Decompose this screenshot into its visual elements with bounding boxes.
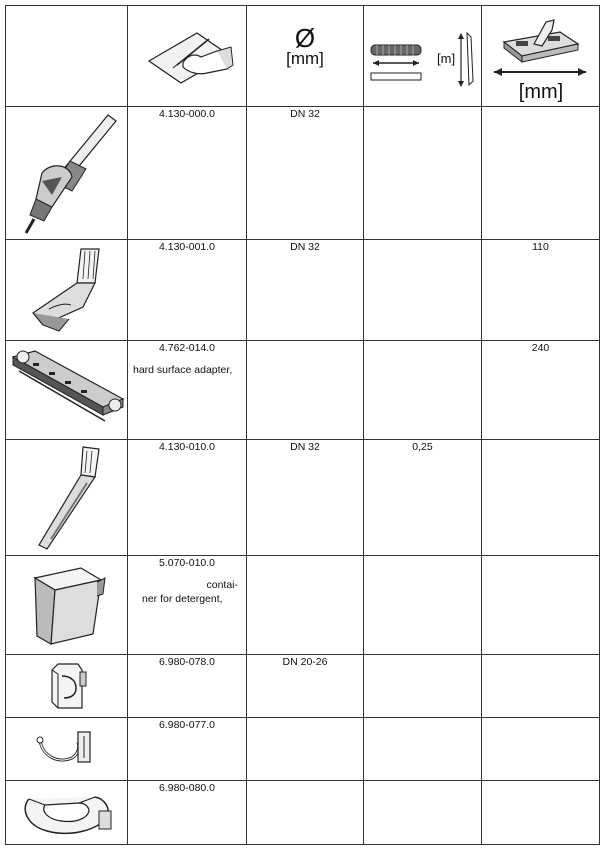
length-cell bbox=[364, 341, 482, 440]
diameter-unit: [mm] bbox=[286, 49, 324, 68]
upholstery-nozzle-icon bbox=[19, 243, 115, 337]
order-number: 4.130-001.0 bbox=[158, 241, 216, 253]
hose-length-icon bbox=[367, 21, 479, 91]
spray-extraction-handle-icon bbox=[12, 111, 122, 236]
description-line-2: ner for detergent, bbox=[142, 593, 223, 605]
width-cell bbox=[482, 440, 600, 556]
width-value: 240 bbox=[531, 342, 550, 354]
order-number-cell bbox=[128, 440, 247, 556]
table-row bbox=[6, 107, 600, 240]
order-number-cell bbox=[128, 655, 247, 718]
image-cell bbox=[6, 107, 128, 240]
order-number-cell bbox=[128, 718, 247, 781]
order-number: 4.130-010.0 bbox=[158, 441, 216, 453]
width-value: 110 bbox=[532, 241, 549, 253]
diameter-symbol: Ø bbox=[294, 23, 316, 53]
length-value: 0,25 bbox=[412, 441, 433, 453]
length-cell bbox=[364, 440, 482, 556]
order-number-cell bbox=[128, 781, 247, 845]
order-number: 4.130-000.0 bbox=[158, 108, 216, 120]
diameter-value: DN 32 bbox=[290, 441, 320, 453]
order-number-cell bbox=[128, 107, 247, 240]
length-cell bbox=[364, 718, 482, 781]
width-cell bbox=[482, 718, 600, 781]
diameter-cell bbox=[247, 781, 364, 845]
width-cell bbox=[482, 781, 600, 845]
width-cell bbox=[482, 655, 600, 718]
order-number-cell bbox=[128, 341, 247, 440]
diameter-value: DN 20-26 bbox=[282, 656, 328, 668]
crevice-nozzle-icon bbox=[27, 443, 107, 553]
length-unit: [m] bbox=[436, 51, 455, 66]
table-row bbox=[6, 718, 600, 781]
table-row bbox=[6, 655, 600, 718]
diameter-cell bbox=[247, 240, 364, 341]
width-cell bbox=[482, 107, 600, 240]
header-order-number-cell bbox=[128, 6, 247, 107]
length-cell bbox=[364, 655, 482, 718]
description-line-1: contai- bbox=[206, 579, 238, 591]
diameter-cell bbox=[247, 718, 364, 781]
header-empty-cell bbox=[6, 6, 128, 107]
nozzle-width-icon bbox=[486, 8, 596, 104]
detergent-container-icon bbox=[27, 560, 107, 650]
header-length-cell bbox=[364, 6, 482, 107]
width-cell bbox=[482, 341, 600, 440]
small-holder-icon bbox=[32, 724, 102, 774]
image-cell bbox=[6, 718, 128, 781]
table-row bbox=[6, 440, 600, 556]
order-number-cell bbox=[128, 240, 247, 341]
image-cell bbox=[6, 781, 128, 845]
order-number: 4.762-014.0 bbox=[158, 342, 216, 354]
diameter-cell bbox=[247, 556, 364, 655]
diameter-cell bbox=[247, 341, 364, 440]
table-row bbox=[6, 556, 600, 655]
order-number: 6.980-078.0 bbox=[158, 656, 216, 668]
width-unit: [mm] bbox=[518, 81, 563, 103]
table-row bbox=[6, 240, 600, 341]
diameter-value: DN 32 bbox=[290, 108, 320, 120]
diameter-cell bbox=[247, 440, 364, 556]
order-number: 6.980-077.0 bbox=[158, 719, 216, 731]
order-number-cell bbox=[128, 556, 247, 655]
hose-clip-icon bbox=[42, 658, 92, 714]
floor-nozzle-icon bbox=[9, 347, 125, 433]
accessories-table bbox=[5, 5, 600, 845]
width-cell bbox=[482, 556, 600, 655]
table-row bbox=[6, 781, 600, 845]
order-number: 5.070-010.0 bbox=[158, 557, 216, 569]
description bbox=[128, 570, 246, 606]
header-width-cell bbox=[482, 6, 600, 107]
image-cell bbox=[6, 655, 128, 718]
image-cell bbox=[6, 341, 128, 440]
diameter-cell bbox=[247, 655, 364, 718]
diameter-cell bbox=[247, 107, 364, 240]
header-row bbox=[6, 6, 600, 107]
length-cell bbox=[364, 240, 482, 341]
image-cell bbox=[6, 440, 128, 556]
image-cell bbox=[6, 556, 128, 655]
length-cell bbox=[364, 556, 482, 655]
large-holder-icon bbox=[17, 785, 117, 841]
hand-writing-icon bbox=[137, 21, 237, 91]
length-cell bbox=[364, 107, 482, 240]
order-number: 6.980-080.0 bbox=[158, 782, 216, 794]
length-cell bbox=[364, 781, 482, 845]
table-row bbox=[6, 341, 600, 440]
diameter-value: DN 32 bbox=[290, 241, 320, 253]
header-diameter-cell bbox=[247, 6, 364, 107]
width-cell bbox=[482, 240, 600, 341]
description: hard surface adapter, bbox=[133, 364, 233, 376]
image-cell bbox=[6, 240, 128, 341]
